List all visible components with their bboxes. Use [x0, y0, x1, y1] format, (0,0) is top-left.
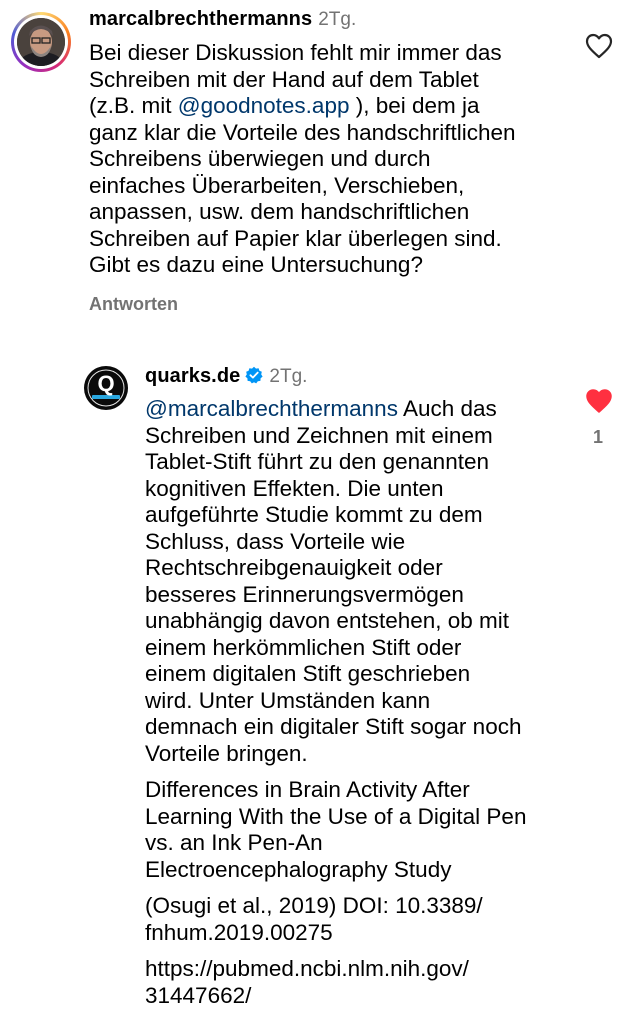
timestamp: 2Tg. — [318, 9, 357, 30]
reply-button[interactable]: Antworten — [89, 294, 178, 314]
avatar-photo — [17, 18, 65, 66]
study-title: Differences in Brain Activity After Learning With the Use of a Digital Pen vs. an Ink Pen-An Electroencephalography Study — [145, 777, 527, 882]
verified-badge-icon — [245, 366, 263, 384]
comment-header — [145, 364, 307, 388]
heart-icon[interactable] — [585, 33, 613, 59]
avatar-letter: Q — [97, 371, 115, 396]
study-link: https://pubmed.ncbi.nlm.nih.gov/ 31447662/ — [145, 956, 469, 1008]
heart-filled-icon[interactable] — [585, 388, 613, 414]
comment-text — [145, 396, 565, 1009]
comment-text — [89, 40, 559, 279]
mention-link[interactable]: @marcalbrechthermanns — [145, 396, 398, 421]
study-citation: (Osugi et al., 2019) DOI: 10.3389/ fnhum.2019.00275 — [145, 893, 483, 945]
comment-text-main: Auch das Schreiben und Zeichnen mit einem Tablet-Stift führt zu den genannten kognitiven Effekten. Die unten aufgeführte Studie kommt zu dem Schluss, dass Vorteile wie Rechtschreibgenauigkeit oder besseres Erinnerungsvermögen unabhängig davon entstehen, ob mit einem herkömmlichen Stift oder einem digitalen Stift geschrieben wird. Unter Umständen kann demnach ein digitaler Stift sogar noch Vorteile bringen. — [145, 396, 522, 766]
avatar[interactable] — [83, 365, 129, 411]
username[interactable]: quarks.de — [145, 365, 241, 387]
username[interactable]: marcalbrechthermanns — [89, 8, 313, 30]
avatar[interactable] — [11, 12, 71, 72]
comment-text-before: Bei dieser Diskussion fehlt mir immer das Schreiben mit der Hand auf dem Tablet (z.B. mit — [89, 40, 502, 118]
like-count[interactable]: 1 — [593, 427, 604, 447]
comment-header — [89, 8, 356, 31]
comment-text-after: ), bei dem ja ganz klar die Vorteile des handschriftlichen Schreibens überwiegen und durch einfaches Überarbeiten, Verschieben, anpassen, usw. dem handschriftlichen Schreiben auf Papier klar überlegen sind. Gibt es dazu eine Untersuchung? — [89, 93, 516, 277]
timestamp: 2Tg. — [269, 366, 308, 387]
mention-link[interactable]: @goodnotes.app — [177, 93, 350, 118]
